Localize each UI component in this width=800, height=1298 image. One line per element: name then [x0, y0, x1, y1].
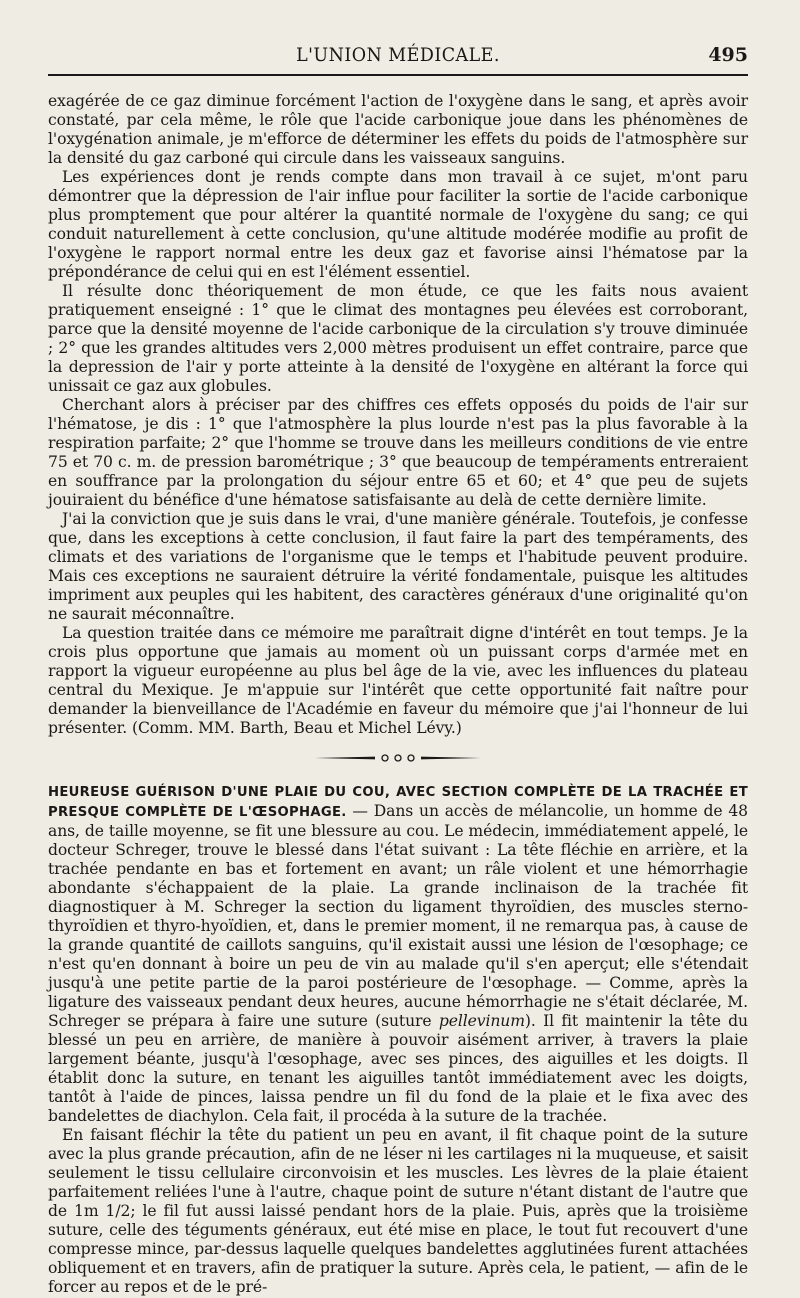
- paragraph-3: Il résulte donc théoriquement de mon étude, ce que les faits nous avaient pratiquement enseigné : 1° que le climat des montagnes peu élevées est corroborant, parce que la densité moyenne de l'acide carbonique de la circulation s'y trouve diminuée ; 2° que les grandes altitudes vers 2,000 mètres produisent un effet contraire, parce que la depression de l'air y porte atteinte à la densité de l'oxygène en altérant la force qui unissait ce gaz aux globules.: [48, 282, 748, 395]
- section-ornament: [48, 738, 748, 782]
- paragraph-2: Les expériences dont je rends compte dans mon travail à ce sujet, m'ont paru démontrer que la dépression de l'air influe pour faciliter la sortie de l'acide carbonique plus promptement que pour altérer la quantité normale de l'oxygène du sang; ce qui conduit naturellement à cette conclusion, qu'une altitude modérée modifie au profit de l'oxygène le rapport normal entre les deux gaz et favorise ainsi l'hématose par la prépondérance de celui qui en est l'élément essentiel.: [48, 168, 748, 281]
- article-text-italic: pellevinum: [438, 1012, 525, 1030]
- article-title: HEUREUSE GUÉRISON D'UNE PLAIE DU COU, AVEC SECTION COMPLÈTE DE LA TRACHÉE ET PRESQUE COMPLÈTE DE L'ŒSOPHAGE.: [48, 785, 748, 820]
- article-paragraph-1: [48, 782, 748, 1126]
- article-text-b: ). Il fit maintenir la tête du blessé un peu en arrière, de manière à pouvoir aisément arriver, à travers la plaie largement béante, jusqu'à l'œsophage, avec ses pinces, des aiguilles et les doigts. Il établit donc la suture, en tenant les aiguilles tantôt immédiatement avec les doigts, tantôt à l'aide de pinces, laissa pendre un fil du fond de la plaie et le fixa avec des bandelettes de diachylon. Cela fait, il procéda à la suture de la trachée.: [48, 1012, 748, 1125]
- paragraph-1: exagérée de ce gaz diminue forcément l'action de l'oxygène dans le sang, et après avoir constaté, par cela même, le rôle que l'acide carbonique joue dans les phénomènes de l'oxygénation animale, je m'efforce de déterminer les effets du poids de l'atmosphère sur la densité du gaz carboné qui circule dans les vaisseaux sanguins.: [48, 92, 748, 167]
- header-rule: [48, 74, 748, 76]
- article-paragraph-2: En faisant fléchir la tête du patient un peu en avant, il fit chaque point de la suture avec la plus grande précaution, afin de ne léser ni les cartilages ni la muqueuse, et saisit seulement le tissu cellulaire circonvoisin et les muscles. Les lèvres de la plaie étaient parfaitement reliées l'une à l'autre, chaque point de suture n'étant distant de l'autre que de 1m 1/2; le fil fut aussi laissé pendant hors de la plaie. Puis, après que la troisième suture, celle des téguments généraux, eut été mise en place, le tout fut recouvert d'une compresse mince, par-dessus laquelle quelques bandelettes agglutinées furent attachées obliquement et en travers, afin de pratiquer la suture. Après cela, le patient, — afin de le forcer au repos et de le pré-: [48, 1126, 748, 1296]
- paragraph-5: J'ai la conviction que je suis dans le vrai, d'une manière générale. Toutefois, je confesse que, dans les exceptions à cette conclusion, il faut faire la part des tempéraments, des climats et des variations de l'organisme que le temps et l'habitude peuvent produire. Mais ces exceptions ne sauraient détruire la vérité fondamentale, puisque les altitudes impriment aux peuples qui les habitent, des caractères généraux d'une originalité qu'on ne saurait méconnaître.: [48, 510, 748, 623]
- body-text: [48, 92, 748, 1297]
- running-title: L'UNION MÉDICALE.: [296, 44, 500, 66]
- ornament-icon: [313, 753, 483, 763]
- page-number: 495: [708, 44, 748, 66]
- paragraph-6: La question traitée dans ce mémoire me paraîtrait digne d'intérêt en tout temps. Je la crois plus opportune que jamais au moment où un puissant corps d'armée met en rapport la vigueur européenne au plus bel âge de la vie, avec les influences du plateau central du Mexique. Je m'appuie sur l'intérêt que cette opportunité fait naître pour demander la bienveillance de l'Académie en faveur du mémoire que j'ai l'honneur de lui présenter. (Comm. MM. Barth, Beau et Michel Lévy.): [48, 624, 748, 737]
- paragraph-4: Cherchant alors à préciser par des chiffres ces effets opposés du poids de l'air sur l'hématose, je dis : 1° que l'atmosphère la plus lourde n'est pas la plus favorable à la respiration parfaite; 2° que l'homme se trouve dans les meilleurs conditions de vie entre 75 et 70 c. m. de pression barométrique ; 3° que beaucoup de tempéraments entreraient en souffrance par la prolongation du séjour entre 65 et 60; et 4° que peu de sujets jouiraient du bénéfice d'une hématose satisfaisante au delà de cette dernière limite.: [48, 396, 748, 509]
- article-text-a: — Dans un accès de mélancolie, un homme de 48 ans, de taille moyenne, se fit une blessure au cou. Le médecin, immédiatement appelé, le docteur Schreger, trouve le blessé dans l'état suivant : La tête fléchie en arrière, et la trachée pendante en bas et fortement en avant; un râle violent et une hémorrhagie abondante s'échappaient de la plaie. La grande inclinaison de la trachée fit diagnostiquer à M. Schreger la section du ligament thyroïdien, des muscles sterno-thyroïdien et thyro-hyoïdien, et, dans le premier moment, il ne remarqua pas, à cause de la grande quantité de caillots sanguins, qu'il existait aussi une lésion de l'œsophage; ce n'est qu'en donnant à boire un peu de vin au malade qu'il s'en aperçut; elle s'étendait jusqu'à une petite partie de la paroi postérieure de l'œsophage. — Comme, après la ligature des vaisseaux pendant deux heures, aucune hémorrhagie ne s'était déclarée, M. Schreger se prépara à faire une suture (suture: [48, 802, 748, 1030]
- page-header: [48, 0, 748, 66]
